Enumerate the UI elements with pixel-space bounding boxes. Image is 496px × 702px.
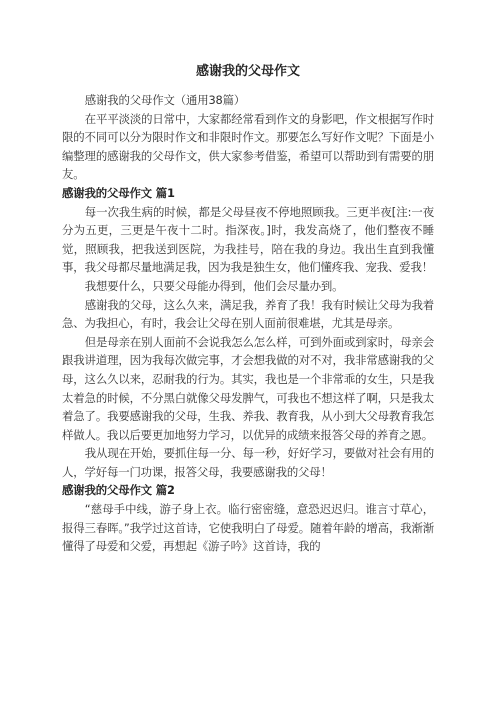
body-paragraph: 感谢我的父母，这么久来，满足我，养育了我！我有时候让父母为我着急、为我担心，有时，我会让父母在别人面前很难堪，尤其是母亲。 [62,297,434,331]
intro-subtitle: 感谢我的父母作文（通用38篇） [84,93,246,107]
body-paragraph: 我想要什么，只要父母能办得到，他们会尽量办到。 [84,278,344,293]
intro-paragraph: 在平平淡淡的日常中，大家都经常看到作文的身影吧，作文根据写作时限的不同可以分为限时作文和非限时作文。那要怎么写好作文呢？下面是小编整理的感谢我的父母作文，供大家参考借鉴，希望可以帮助到有需要的朋友。 [62,111,434,182]
section-heading-2: 感谢我的父母作文 篇2 [62,483,175,498]
body-paragraph: 但是母亲在别人面前不会说我怎么怎么样，可到外面或到家时，母亲会跟我讲道理，因为我每次做完事，才会想我做的对不对，我非常感谢我的父母，这么久以来，忍耐我的行为。其实，我也是一个非常乖的女生，只是我太着急的时候，不分黑白就像父母发脾气，可我也不想这样了啊，只是我太着急了。我要感谢我的父母，生我、养我、教育我，从小到大父母教育我怎样做人。我以后要更加地努力学习，以优异的成绩来报答父母的养育之恩。 [62,334,434,442]
document-title: 感谢我的父母作文 [195,64,300,79]
document-page [62,0,434,556]
body-paragraph: 每一次我生病的时候，都是父母昼夜不停地照顾我。三更半夜[注:一夜分为五更，三更是午夜十二时。指深夜。]时，我发高烧了，他们整夜不睡觉，照顾我，把我送到医院，为我挂号，陪在我的身边。我出生直到我懂事，我父母都尽量地满足我，因为我是独生女，他们懂疼我、宠我、爱我！ [62,204,434,275]
body-paragraph: “慈母手中线，游子身上衣。临行密密缝，意恐迟迟归。谁言寸草心，报得三春晖。”我学过这首诗，它使我明白了母爱。随着年龄的增高，我渐渐懂得了母爱和父爱，再想起《游子吟》这首诗，我的 [62,502,434,554]
body-paragraph: 我从现在开始，要抓住每一分、每一秒，好好学习，要做对社会有用的人，学好每一门功课，报答父母，我要感谢我的父母！ [62,446,434,479]
document-body [62,91,434,556]
section-heading-1: 感谢我的父母作文 篇1 [62,185,175,200]
